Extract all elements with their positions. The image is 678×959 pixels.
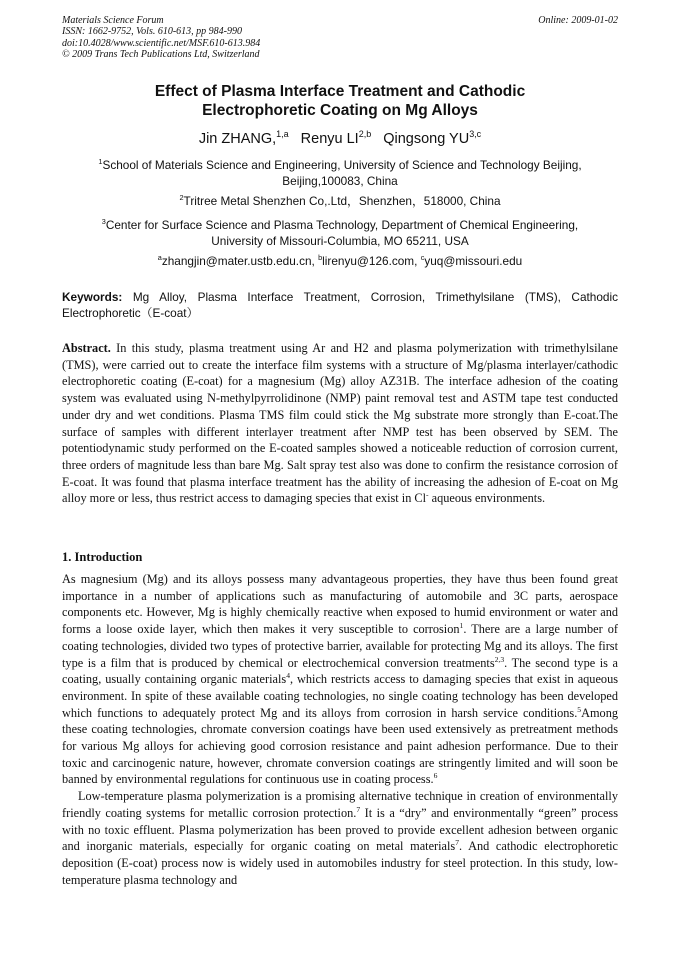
citation-ref: 4 bbox=[286, 671, 291, 681]
email-a[interactable]: $^a$zhangjin@mater.ustb.edu.cn, bbox=[157, 253, 319, 268]
title-line-1: Effect of Plasma Interface Treatment and Cathodic bbox=[154, 83, 526, 100]
affiliation-1: $^1$School of Materials Science and Engineering, University of Science and Technology Beijing, Beijing,100083, China bbox=[98, 157, 582, 188]
email-c[interactable]: $^c$yuq@missouri.edu bbox=[420, 253, 523, 268]
author-emails bbox=[62, 253, 618, 269]
introduction-body bbox=[62, 571, 618, 888]
journal-name: Materials Science Forum bbox=[62, 15, 164, 26]
online-date: Online: 2009-01-02 bbox=[538, 15, 618, 26]
journal-header bbox=[62, 15, 618, 60]
affiliation-2: $^2$Tritree Metal Shenzhen Co,.Ltd，Shenzhen，518000, China bbox=[179, 193, 501, 208]
author-list bbox=[62, 131, 618, 148]
citation-ref: 6 bbox=[433, 771, 438, 781]
paper-title bbox=[62, 82, 618, 120]
abstract-text: In this study, plasma treatment using Ar and H2 and plasma polymerization with trimethylsilane (TMS), were carried out to create the interface film systems with a structure of Mg/plasma interlayer/cathodic electrophoretic coating (E-coat) for a magnesium (Mg) alloy AZ31B. The interface adhesion of the coating system was evaluated using N-methylpyrrolidinone (NMP) paint removal test and ASTM tape test conducted under dry and wet conditions. Plasma TMS film could stick the Mg substrate more strongly than E-coat.The surface of samples with different interlayer treatment after NMP test has been observed by SEM. The potentiodynamic study performed on the E-coated samples showed a noticeable reduction of corrosion current, three orders of magnitude less than bare Mg. Salt spray test also was done to confirm the resistance corrosion of E-coat. It was found that plasma interface treatment has the ability of increasing the adhesion of E-coat on Mg alloy more or less, thus restrict access to damaging species that exist in Cl bbox=[62, 341, 618, 506]
section-heading-introduction: 1. Introduction bbox=[62, 550, 143, 564]
citation-ref: 2,3 bbox=[494, 654, 505, 664]
email-b[interactable]: $^b$lirenyu@126.com, bbox=[318, 253, 421, 268]
abstract-label: Abstract. bbox=[62, 341, 111, 355]
author-2: Renyu LI$^{2,b}$ bbox=[300, 129, 372, 147]
author-3: Qingsong YU$^{3,c}$ bbox=[383, 129, 482, 147]
doi-line: doi:10.4028/www.scientific.net/MSF.610-613.984 bbox=[62, 37, 261, 49]
citation-ref: 7 bbox=[455, 838, 460, 848]
keywords bbox=[62, 289, 618, 321]
citation-ref: 5 bbox=[577, 704, 582, 714]
keywords-label: Keywords: bbox=[62, 290, 123, 304]
author-1: Jin ZHANG,$^{1,a}$ bbox=[198, 129, 289, 147]
intro-paragraph-1: As magnesium (Mg) and its alloys possess many advantageous properties, they have thus been found great importance in a number of applications such as manufacturing of automobile and 3C parts, aerospace components etc. However, Mg is highly chemically reactive when exposed to humid environment or water and forms a loose oxide layer, which then makes it very susceptible to corrosion$^1$. There are a large number of coating technologies, divided two types of protective barrier, available for protecting Mg and its alloys. The first type is a film that is produced by chemical or electrochemical conversion treatments$^{2,3}$. The second type is a coating, usually containing organic materials$^4$, which restricts access to damaging species that exist in aqueous environment. In spite of these available coating technologies, no single coating technology has been developed which functions to adequately protect Mg and its alloys from corrosion in harsh service conditions.$^5$Among these coating technologies, chromate conversion coatings have been used extensively as pretreatment methods for various Mg alloys for achieving good corrosion resistance and paint adhesion performance. Due to their toxic and carcinogenic nature, however, chromate conversion coatings are stringently limited and will soon be banned by environmental regulations for continuous use in coating process.$^6$ bbox=[62, 572, 618, 787]
abstract: Abstract. In this study, plasma treatment using Ar and H2 and plasma polymerization with trimethylsilane (TMS), were carried out to create the interface film systems with a structure of Mg/plasma interlayer/cathodic electrophoretic coating (E-coat) for a magnesium (Mg) alloy AZ31B. The interface adhesion of the coating system was evaluated using N-methylpyrrolidinone (NMP) paint removal test and ASTM tape test conducted under dry and wet conditions. Plasma TMS film could stick the Mg substrate more strongly than E-coat.The surface of samples with different interlayer treatment after NMP test has been observed by SEM. The potentiodynamic study performed on the E-coated samples showed a noticeable reduction of corrosion current, three orders of magnitude less than bare Mg. Salt spray test also was done to confirm the resistance corrosion of E-coat. It was found that plasma interface treatment has the ability of increasing the adhesion of E-coat on Mg alloy more or less, thus restrict access to damaging species that exist in Cl- aqueous environments. bbox=[62, 341, 618, 506]
issn-line: ISSN: 1662-9752, Vols. 610-613, pp 984-990 bbox=[62, 26, 242, 38]
keywords-text: Mg Alloy, Plasma Interface Treatment, Corrosion, Trimethylsilane (TMS), Cathodic Electrophoretic（E-coat） bbox=[62, 290, 618, 320]
intro-paragraph-2: Low-temperature plasma polymerization is a promising alternative technique in creation of environmentally friendly coating systems for metallic corrosion protection.$^7$ It is a “dry” and environmentally “green” process with no toxic effluent. Plasma polymerization has been proved to provide excellent adhesion between organic and inorganic materials, especially for organic coating on metal materials$^7$. And cathodic electrophoretic deposition (E-coat) process now is widely used in automobiles industry for steel protection. In this study, low-temperature plasma technology and bbox=[62, 789, 618, 887]
affiliation-3: $^3$Center for Surface Science and Plasma Technology, Department of Chemical Engineering, University of Missouri-Columbia, MO 65211, USA bbox=[101, 217, 579, 248]
citation-ref: 7 bbox=[356, 804, 361, 814]
copyright-line: © 2009 Trans Tech Publications Ltd, Switzerland bbox=[62, 48, 260, 60]
title-line-2: Electrophoretic Coating on Mg Alloys bbox=[202, 102, 478, 119]
citation-ref: 1 bbox=[459, 621, 464, 631]
